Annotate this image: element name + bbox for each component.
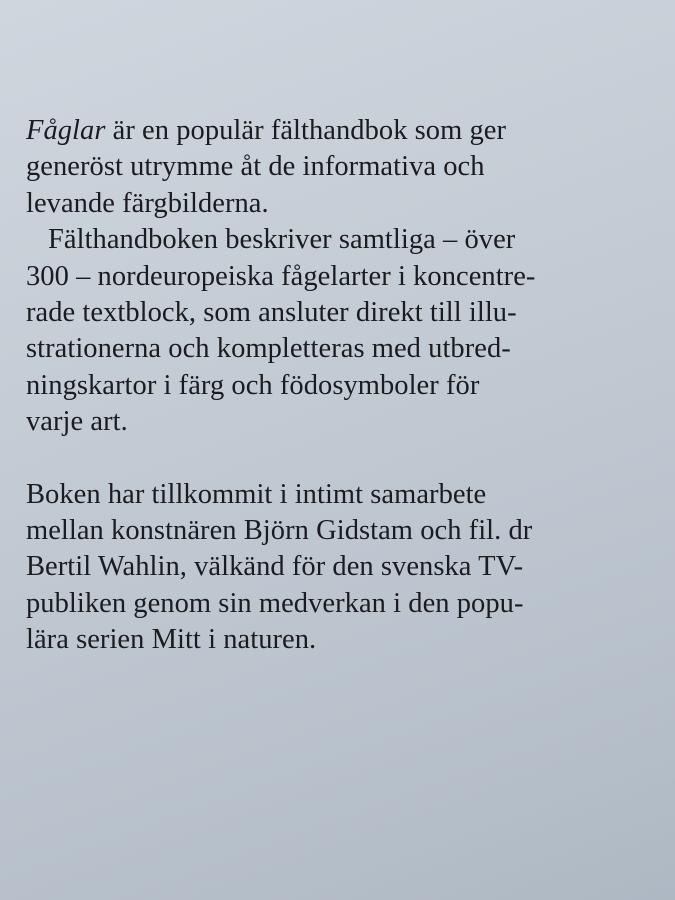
- paragraph-2-line-6: varje art.: [26, 406, 128, 438]
- paragraph-1-line-1: [26, 113, 638, 149]
- paragraph-1-line-1-text: är en populär fälthandbok som ger: [105, 115, 507, 146]
- paragraph-3-line-5: lära serien Mitt i naturen.: [26, 624, 317, 656]
- paragraph-2-line-3: rade textblock, som ansluter direkt till illu-: [26, 297, 517, 329]
- paragraph-1-line-2: generöst utrymme åt de informativa och: [26, 151, 485, 183]
- paragraph-2: [26, 222, 638, 440]
- paragraph-3-line-3: Bertil Wahlin, välkänd för den svenska TV-: [26, 551, 524, 583]
- paragraph-2-line-4: strationerna och kompletteras med utbred-: [26, 333, 511, 365]
- paragraph-2-line-5: ningskartor i färg och födosymboler för: [26, 369, 480, 401]
- paragraph-2-line-1: Fälthandboken beskriver samtliga – över: [48, 224, 516, 256]
- paragraph-3-line-2: mellan konstnären Björn Gidstam och fil. dr: [26, 515, 533, 547]
- paragraph-1-line-3: levande färgbilderna.: [26, 187, 269, 219]
- paragraph-2-line-2: 300 – nordeuropeiska fågelarter i koncentre-: [26, 260, 536, 292]
- blurb-text: [26, 113, 638, 659]
- paragraph-3-line-1: Boken har tillkommit i intimt samarbete: [26, 478, 487, 510]
- paragraph-1: [26, 113, 638, 222]
- book-title: Fåglar: [26, 115, 106, 146]
- paragraph-3: [26, 477, 638, 659]
- paragraph-3-line-4: publiken genom sin medverkan i den popu-: [26, 587, 524, 619]
- paragraph-spacer: [26, 441, 638, 477]
